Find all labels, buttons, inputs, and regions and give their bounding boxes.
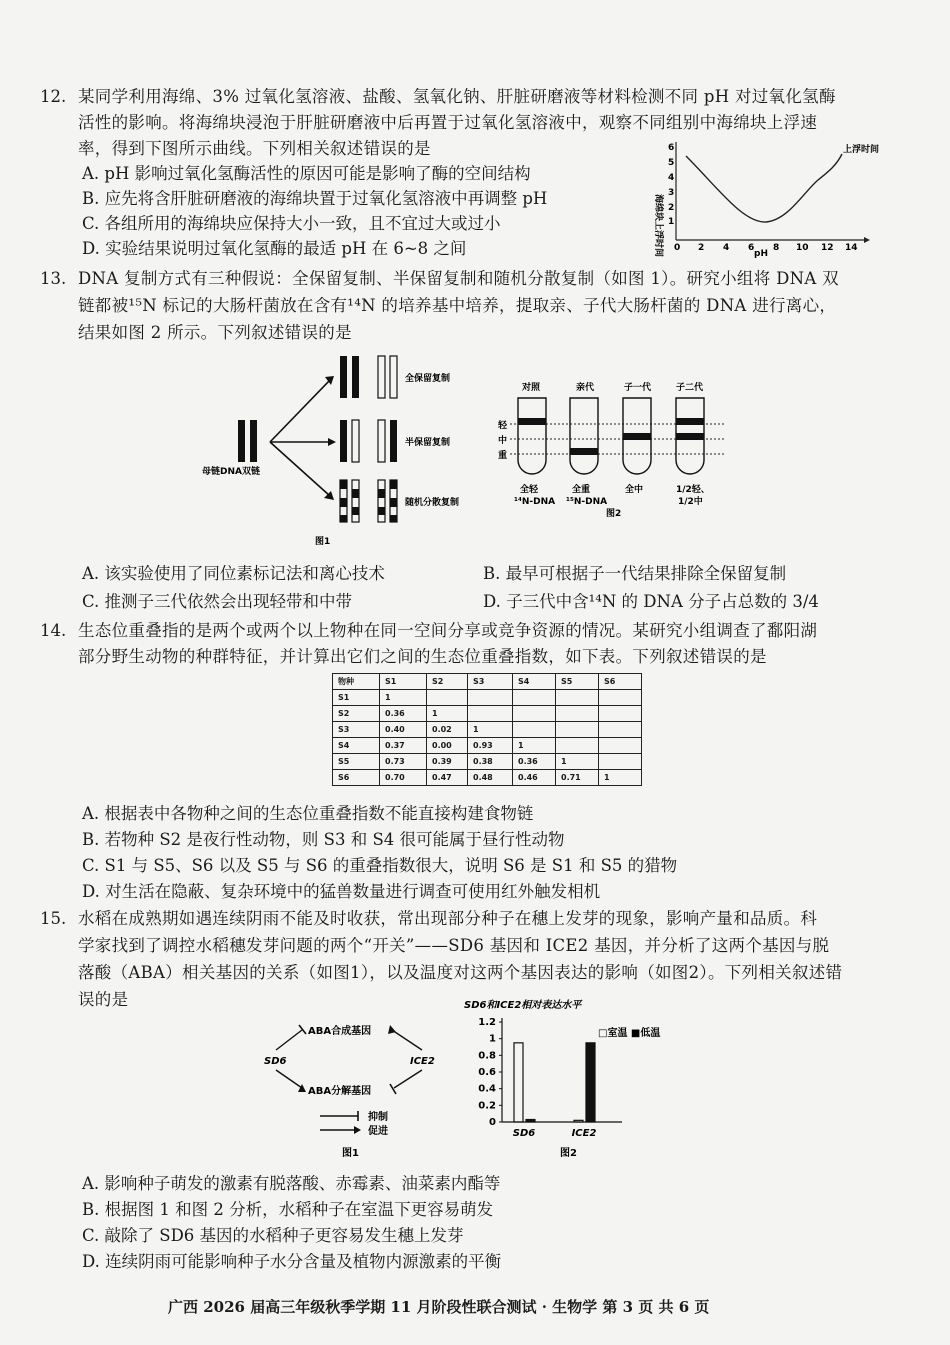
q15-option-d: D. 连续阴雨可能影响种子水分含量及植物内源激素的平衡 [82, 1252, 502, 1271]
chart-y-tick-label: 0.8 [478, 1050, 496, 1062]
table-cell [513, 690, 556, 706]
q13-figure1 [200, 352, 490, 552]
table-header-cell: 物种 [333, 674, 380, 690]
table-row [333, 754, 642, 770]
q15-stem-line4: 误的是 [78, 990, 129, 1009]
table-cell: 0.73 [380, 754, 427, 770]
chart-caption: 图2 [560, 1148, 577, 1159]
q12-xtick-4: 4 [723, 243, 730, 253]
q14-table-container [332, 673, 642, 786]
table-cell [599, 754, 642, 770]
table-row [333, 706, 642, 722]
q13-stem-line2: 链都被¹⁵N 标记的大肠杆菌放在含有¹⁴N 的培养基中培养，提取亲、子代大肠杆菌的 DNA 进行离心， [78, 296, 837, 315]
q12-ytick-1: 1 [668, 217, 675, 227]
q13-fig1-mode3: 随机分散复制 [405, 498, 460, 508]
chart-category-label: SD6 [512, 1128, 536, 1139]
q12-xtick-14: 14 [845, 243, 858, 253]
q13-fig1-mode1: 全保留复制 [405, 374, 451, 384]
chart-bar-ICE2-室温 [574, 1120, 583, 1122]
q12-number: 12. [40, 87, 67, 106]
q15-option-b: B. 根据图 1 和图 2 分析，水稻种子在室温下更容易萌发 [82, 1200, 494, 1219]
table-cell [513, 706, 556, 722]
q13-figure2 [492, 378, 732, 518]
q12-ytick-2: 2 [668, 203, 675, 213]
q13-fig2-bottom-3: 全中 [625, 485, 644, 495]
q13-fig2-col-f1: 子一代 [624, 383, 652, 393]
table-cell: 0.00 [427, 738, 468, 754]
table-cell: 0.47 [427, 770, 468, 786]
chart-bar-SD6-低温 [526, 1120, 535, 1123]
q13-fig2-bottom-2: 全重 [572, 485, 591, 495]
table-cell: 0.38 [468, 754, 513, 770]
table-header-row [333, 674, 642, 690]
table-header-cell: S1 [380, 674, 427, 690]
q13-stem-line1: DNA 复制方式有三种假说：全保留复制、半保留复制和随机分散复制（如图 1）。研究小组将 DNA 双 [78, 269, 839, 288]
q12-xtick-10: 10 [796, 243, 809, 253]
q15-stem-line3: 落酸（ABA）相关基因的关系（如图1），以及温度对这两个基因表达的影响（如图2）。下列相关叙述错 [78, 963, 843, 982]
table-row [333, 770, 642, 786]
q12-stem-line1: 某同学利用海绵、3% 过氧化氢溶液、盐酸、氢氧化钠、肝脏研磨液等材料检测不同 pH 对过氧化氢酶 [78, 87, 836, 106]
table-cell [556, 690, 599, 706]
table-cell: 0.36 [513, 754, 556, 770]
table-header-cell: S6 [599, 674, 642, 690]
q14-overlap-table [332, 673, 642, 786]
q12-stem-line3: 率，得到下图所示曲线。下列相关叙述错误的是 [78, 139, 431, 158]
q14-option-d: D. 对生活在隐蔽、复杂环境中的猛兽数量进行调查可使用红外触发相机 [82, 882, 601, 901]
chart-y-tick-label: 1.2 [478, 1017, 496, 1028]
table-cell: 1 [556, 754, 599, 770]
q12-ytick-5: 5 [668, 158, 675, 168]
table-cell: 0.40 [380, 722, 427, 738]
table-cell [599, 690, 642, 706]
table-header-cell: S2 [427, 674, 468, 690]
q15-stem-line1: 水稻在成熟期如遇连续阴雨不能及时收获，常出现部分种子在穗上发芽的现象，影响产量和品质。科 [78, 909, 818, 928]
q12-xtick-6: 6 [748, 243, 755, 253]
q12-ytick-4: 4 [668, 173, 675, 183]
q13-fig1-mode2: 半保留复制 [405, 438, 451, 448]
table-row [333, 722, 642, 738]
table-cell: S6 [333, 770, 380, 786]
q12-ph-chart [648, 138, 888, 258]
q13-fig2-caption: 图2 [606, 509, 622, 518]
q12-option-b: B. 应先将含肝脏研磨液的海绵块置于过氧化氢溶液中再调整 pH [82, 189, 548, 208]
q12-ylabel: 海绵块上浮时间 [653, 194, 663, 258]
table-cell: S1 [333, 690, 380, 706]
q15-fig1-caption: 图1 [342, 1148, 359, 1159]
table-cell: 0.93 [468, 738, 513, 754]
table-cell [599, 738, 642, 754]
q12-stem-line2: 活性的影响。将海绵块浸泡于肝脏研磨液中后再置于过氧化氢溶液中，观察不同组别中海绵块上浮速 [78, 113, 818, 132]
chart-title: SD6和ICE2相对表达水平 [464, 1000, 582, 1011]
q13-option-d: D. 子三代中含¹⁴N 的 DNA 分子占总数的 3/4 [483, 592, 819, 611]
table-cell [468, 706, 513, 722]
table-cell: 0.36 [380, 706, 427, 722]
table-cell: 0.71 [556, 770, 599, 786]
q13-option-a: A. 该实验使用了同位素标记法和离心技术 [82, 564, 385, 583]
table-cell: 1 [599, 770, 642, 786]
table-header-cell: S3 [468, 674, 513, 690]
q15-number: 15. [40, 909, 67, 928]
chart-bar-ICE2-低温 [586, 1043, 595, 1122]
q13-fig2-bottom2-1: ¹⁴N-DNA [514, 497, 556, 507]
q13-fig2-bottom-4: 1/2轻、 [676, 485, 710, 495]
chart-y-tick-label: 0.4 [478, 1083, 496, 1095]
q15-figure1 [262, 1012, 462, 1162]
q15-fig1-top: ABA合成基因 [308, 1026, 372, 1037]
chart-y-tick-label: 0.6 [478, 1067, 496, 1078]
q14-option-c: C. S1 与 S5、S6 以及 S5 与 S6 的重叠指数很大，说明 S6 是 S1 和 S5 的猎物 [82, 856, 678, 875]
table-cell: S2 [333, 706, 380, 722]
q13-fig2-bottom2-2: ¹⁵N-DNA [566, 497, 608, 507]
table-cell: 1 [468, 722, 513, 738]
q15-option-c: C. 敲除了 SD6 基因的水稻种子更容易发生穗上发芽 [82, 1226, 464, 1245]
chart-y-tick-label: 1 [489, 1033, 496, 1045]
table-cell: 0.70 [380, 770, 427, 786]
table-cell: 0.02 [427, 722, 468, 738]
q13-fig2-col-parent: 亲代 [576, 383, 595, 393]
table-cell: 1 [513, 738, 556, 754]
q14-stem-line2: 部分野生动物的种群特征，并计算出它们之间的生态位重叠指数，如下表。下列叙述错误的是 [78, 647, 767, 666]
q15-fig1-right: ICE2 [410, 1056, 435, 1067]
chart-y-tick-label: 0.2 [478, 1100, 496, 1112]
table-cell [556, 722, 599, 738]
q15-fig1-bottom: ABA分解基因 [308, 1086, 372, 1097]
table-cell [513, 722, 556, 738]
table-cell [468, 690, 513, 706]
table-cell: 1 [380, 690, 427, 706]
q15-fig1-left: SD6 [264, 1056, 287, 1067]
q13-option-c: C. 推测子三代依然会出现轻带和中带 [82, 592, 353, 611]
table-cell: 0.48 [468, 770, 513, 786]
q14-option-a: A. 根据表中各物种之间的生态位重叠指数不能直接构建食物链 [82, 804, 534, 823]
table-cell: 0.46 [513, 770, 556, 786]
table-row [333, 738, 642, 754]
q12-xtick-8: 8 [773, 243, 780, 253]
q15-option-a: A. 影响种子萌发的激素有脱落酸、赤霉素、油菜素内酯等 [82, 1174, 501, 1193]
table-cell: S4 [333, 738, 380, 754]
q14-number: 14. [40, 621, 67, 640]
q13-fig1-parent-label: 母链DNA双链 [202, 467, 260, 477]
table-cell [599, 722, 642, 738]
chart-legend-room: □室温 ■低温 [598, 1028, 661, 1039]
table-cell: S3 [333, 722, 380, 738]
page-footer: 广西 2026 届高三年级秋季学期 11 月阶段性联合测试 · 生物学 第 3 页 共 6 页 [168, 1298, 710, 1316]
q14-option-b: B. 若物种 S2 是夜行性动物，则 S3 和 S4 很可能属于昼行性动物 [82, 830, 565, 849]
table-cell [556, 738, 599, 754]
q13-fig2-row-light: 轻 [498, 421, 508, 431]
q12-ytick-6: 6 [668, 143, 675, 153]
q15-fig1-legend-inhibit: 抑制 [368, 1112, 388, 1123]
q12-option-a: A. pH 影响过氧化氢酶活性的原因可能是影响了酶的空间结构 [82, 164, 531, 183]
q13-fig2-col-control: 对照 [522, 383, 541, 393]
q12-xtick-0: 0 [674, 243, 681, 253]
chart-y-tick-label: 0 [489, 1117, 496, 1128]
table-cell: 1 [427, 706, 468, 722]
q13-fig1-caption: 图1 [315, 537, 331, 547]
table-cell [427, 690, 468, 706]
q14-stem-line1: 生态位重叠指的是两个或两个以上物种在同一空间分享或竞争资源的情况。某研究小组调查了鄱阳湖 [78, 621, 818, 640]
table-cell [556, 706, 599, 722]
table-cell: 0.39 [427, 754, 468, 770]
q13-number: 13. [40, 269, 67, 288]
q15-fig1-legend-promote: 促进 [368, 1126, 388, 1137]
q13-fig2-col-f2: 子二代 [676, 383, 704, 393]
q13-fig2-bottom2-4: 1/2中 [678, 497, 703, 507]
q12-xtick-12: 12 [821, 243, 834, 253]
q12-curve-label: 上浮时间 [843, 145, 880, 155]
table-cell: 0.37 [380, 738, 427, 754]
q12-ytick-3: 3 [668, 188, 675, 198]
q12-option-d: D. 实验结果说明过氧化氢酶的最适 pH 在 6~8 之间 [82, 239, 467, 258]
q13-stem-line3: 结果如图 2 所示。下列叙述错误的是 [78, 323, 352, 342]
table-header-cell: S4 [513, 674, 556, 690]
q13-fig2-bottom-1: 全轻 [520, 485, 539, 495]
q12-option-c: C. 各组所用的海绵块应保持大小一致，且不宜过大或过小 [82, 214, 501, 233]
q13-option-b: B. 最早可根据子一代结果排除全保留复制 [483, 564, 787, 583]
chart-category-label: ICE2 [571, 1128, 597, 1139]
chart-bar-SD6-室温 [514, 1043, 523, 1122]
q15-expression-chart [462, 996, 682, 1160]
q12-xlabel: pH [754, 249, 768, 258]
q12-xtick-2: 2 [698, 243, 705, 253]
q13-fig2-row-mid: 中 [498, 436, 508, 446]
table-header-cell: S5 [556, 674, 599, 690]
table-cell [599, 706, 642, 722]
table-cell: S5 [333, 754, 380, 770]
q13-fig2-row-heavy: 重 [498, 451, 508, 461]
q15-stem-line2: 学家找到了调控水稻穗发芽问题的两个“开关”——SD6 基因和 ICE2 基因，并分析了这两个基因与脱 [78, 936, 830, 955]
table-row [333, 690, 642, 706]
